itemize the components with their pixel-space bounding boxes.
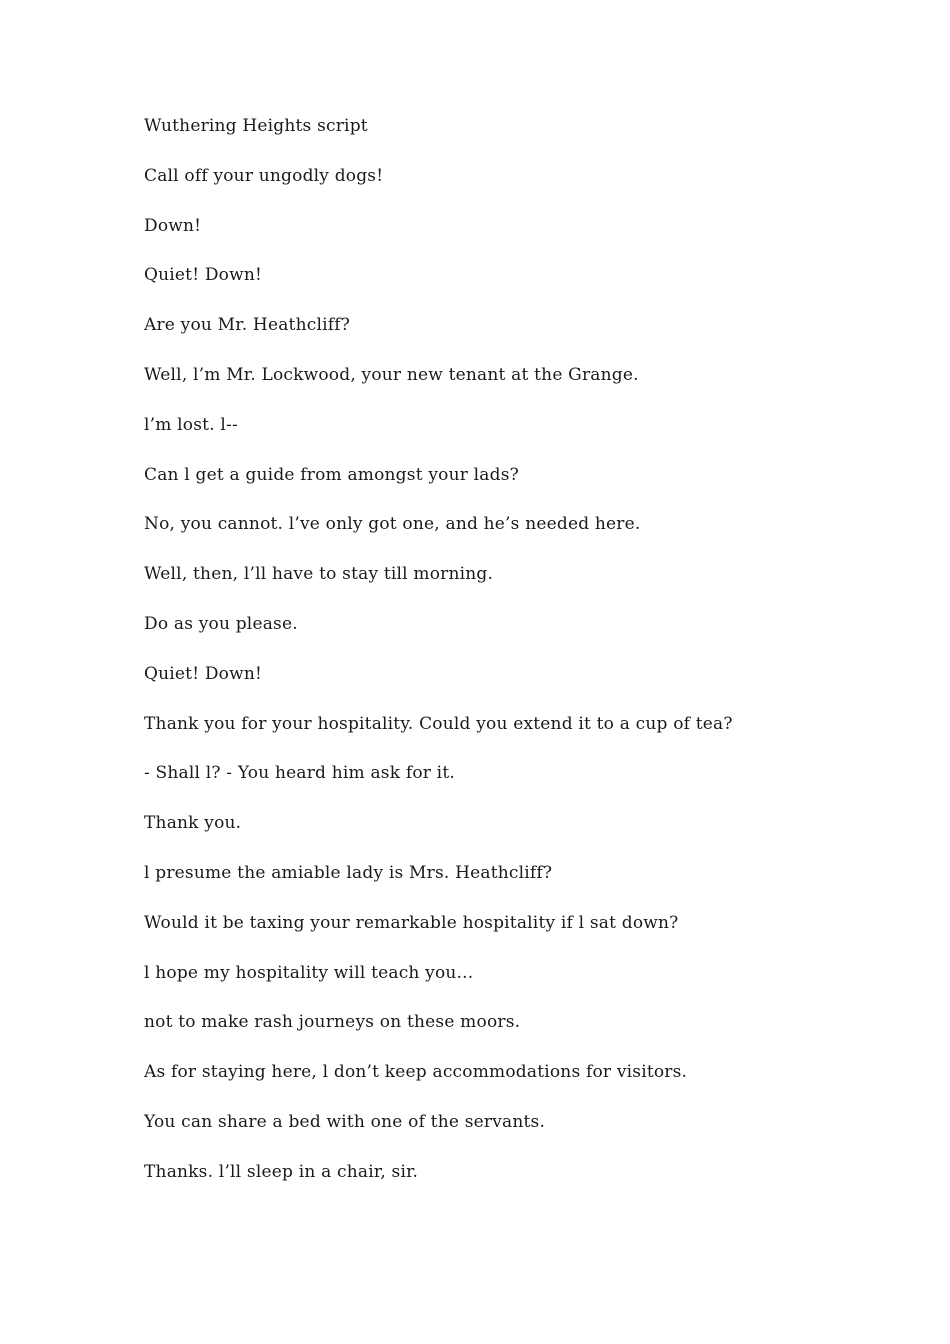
script-line: Well, then, l’ll have to stay till morning. [144, 564, 494, 585]
script-line: Quiet! Down! [144, 663, 263, 684]
script-line: No, you cannot. l’ve only got one, and he’s needed here. [144, 514, 641, 535]
script-line: Are you Mr. Heathcliff? [144, 315, 351, 336]
script-line: Thank you for your hospitality. Could you extend it to a cup of tea? [144, 713, 733, 734]
script-line: - Shall l? - You heard him ask for it. [144, 763, 455, 784]
script-body [144, 113, 924, 1209]
script-line: l presume the amiable lady is Mrs. Heathcliff? [144, 862, 553, 883]
script-line: Do as you please. [144, 613, 298, 634]
script-line: Thanks. l’ll sleep in a chair, sir. [144, 1161, 419, 1182]
script-line: Well, l’m Mr. Lockwood, your new tenant at the Grange. [144, 364, 639, 385]
script-line: As for staying here, l don’t keep accommodations for visitors. [144, 1062, 688, 1083]
document-title: Wuthering Heights script [144, 116, 368, 136]
script-line: Would it be taxing your remarkable hospitality if l sat down? [144, 912, 679, 933]
script-line: Can l get a guide from amongst your lads? [144, 464, 519, 485]
script-line: Quiet! Down! [144, 265, 263, 286]
script-line: Thank you. [144, 813, 242, 834]
script-line: Call off your ungodly dogs! [144, 165, 384, 186]
script-line: Down! [144, 215, 202, 236]
script-line: l’m lost. l-- [144, 414, 238, 435]
script-line: l hope my hospitality will teach you... [144, 962, 474, 983]
script-line: not to make rash journeys on these moors. [144, 1012, 521, 1033]
script-line: You can share a bed with one of the servants. [144, 1111, 546, 1132]
